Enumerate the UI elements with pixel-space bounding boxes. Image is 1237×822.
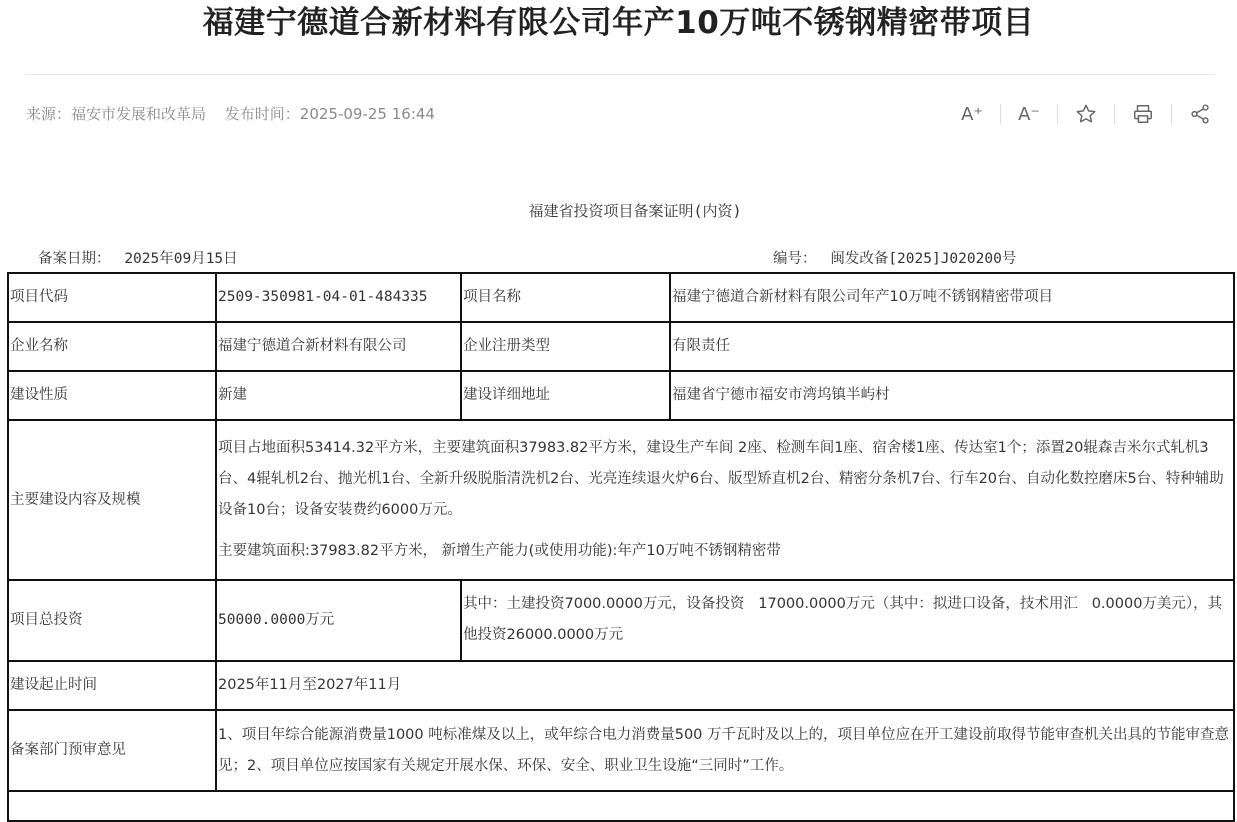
divider bbox=[1057, 104, 1058, 124]
record-number-value: 闽发改备[2025]J020200号 bbox=[830, 251, 1017, 267]
record-date-label: 备案日期： bbox=[38, 251, 111, 267]
type-label: 企业注册类型 bbox=[461, 322, 670, 371]
record-table bbox=[7, 272, 1235, 822]
table-row bbox=[8, 371, 1234, 420]
company-value: 福建宁德道合新材料有限公司 bbox=[216, 322, 461, 371]
type-value: 有限责任 bbox=[670, 322, 1234, 371]
table-row bbox=[8, 661, 1234, 710]
source-text: 来源：福安市发展和改革局 bbox=[26, 105, 207, 123]
scope-extra: 主要建筑面积:37983.82平方米， 新增生产能力(或使用功能):年产10万吨不锈钢精密带 bbox=[218, 543, 781, 559]
period-label: 建设起止时间 bbox=[8, 661, 216, 710]
table-row-cutoff bbox=[8, 791, 1234, 821]
font-increase-icon[interactable]: A⁺ bbox=[961, 103, 983, 125]
table-row bbox=[8, 273, 1234, 322]
scope-label: 主要建设内容及规模 bbox=[8, 420, 216, 580]
record-number bbox=[773, 247, 1016, 268]
invest-detail: 其中：土建投资7000.0000万元，设备投资 17000.0000万元（其中：拟进口设备，技术用汇 0.0000万美元），其他投资26000.0000万元 bbox=[461, 580, 1234, 661]
name-value: 福建宁德道合新材料有限公司年产10万吨不锈钢精密带项目 bbox=[670, 273, 1234, 322]
divider bbox=[1114, 104, 1115, 124]
record-date-value: 2025年09月15日 bbox=[124, 251, 238, 267]
document-heading: 福建省投资项目备案证明(内资) bbox=[528, 202, 742, 220]
code-value: 2509-350981-04-01-484335 bbox=[216, 273, 461, 322]
opinion-value: 1、项目年综合能源消费量1000 吨标准煤及以上，或年综合电力消费量500 万千瓦时及以上的，项目单位应在开工建设前取得节能审查机关出具的节能审查意见；2、项目单位应按国家有关规定开展水保、环保、安全、职业卫生设施“三同时”工作。 bbox=[216, 710, 1234, 791]
article-toolbar bbox=[959, 101, 1213, 127]
record-date bbox=[38, 247, 238, 268]
table-row bbox=[8, 420, 1234, 580]
scope-value: 项目占地面积53414.32平方米，主要建筑面积37983.82平方米，建设生产车间 2座、检测车间1座、宿舍楼1座、传达室1个；添置20辊森吉米尔式轧机3台、4辊轧机2台、抛光机1台、全新升级脱脂清洗机2台、光亮连续退火炉6台、版型矫直机2台、精密分条机7台、行车20台、自动化数控磨床5台、特种辅助设备10台；设备安装费约6000万元。 bbox=[218, 440, 1224, 518]
share-icon[interactable] bbox=[1187, 101, 1213, 127]
company-label: 企业名称 bbox=[8, 322, 216, 371]
divider bbox=[1000, 104, 1001, 124]
table-row bbox=[8, 322, 1234, 371]
table-row bbox=[8, 710, 1234, 791]
article-title: 福建宁德道合新材料有限公司年产10万吨不锈钢精密带项目 bbox=[202, 5, 1035, 41]
divider bbox=[1171, 104, 1172, 124]
invest-value: 50000.0000万元 bbox=[216, 580, 461, 661]
nature-label: 建设性质 bbox=[8, 371, 216, 420]
publish-time: 发布时间：2025-09-25 16:44 bbox=[224, 105, 435, 123]
opinion-label: 备案部门预审意见 bbox=[8, 710, 216, 791]
divider bbox=[26, 74, 1214, 75]
print-icon[interactable] bbox=[1130, 101, 1156, 127]
record-number-label: 编号： bbox=[773, 251, 817, 267]
nature-value: 新建 bbox=[216, 371, 461, 420]
name-label: 项目名称 bbox=[461, 273, 670, 322]
address-value: 福建省宁德市福安市湾坞镇半屿村 bbox=[670, 371, 1234, 420]
scope-cell bbox=[216, 420, 1234, 580]
invest-label: 项目总投资 bbox=[8, 580, 216, 661]
table-row bbox=[8, 580, 1234, 661]
star-icon[interactable] bbox=[1073, 101, 1099, 127]
period-value: 2025年11月至2027年11月 bbox=[216, 661, 1234, 710]
code-label: 项目代码 bbox=[8, 273, 216, 322]
article-meta bbox=[26, 104, 449, 124]
table-row bbox=[8, 791, 1234, 821]
address-label: 建设详细地址 bbox=[461, 371, 670, 420]
font-decrease-icon[interactable]: A⁻ bbox=[1018, 103, 1040, 125]
